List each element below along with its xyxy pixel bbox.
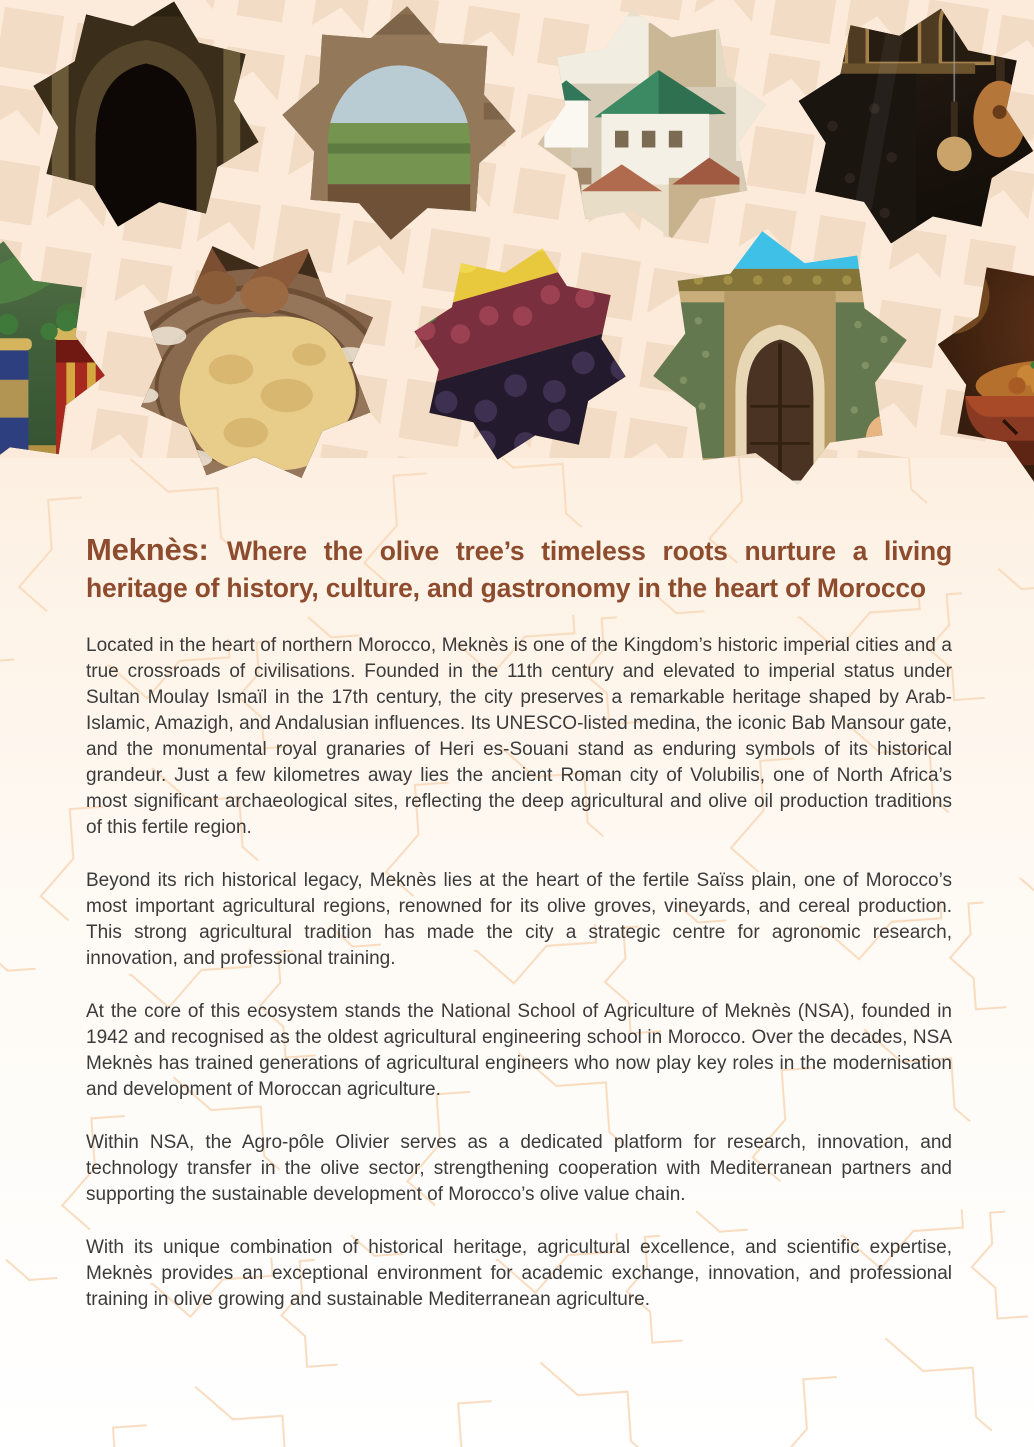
body-copy <box>86 633 952 1313</box>
title-city-name: Meknès: <box>86 532 209 567</box>
article <box>86 531 952 1340</box>
agriculture-paragraph: Beyond its rich historical legacy, Meknès lies at the heart of the fertile Saïss plain, one of Morocco’s most important agricultural regions, renowned for its olive groves, vineyards, and cereal production. This strong agricultural tradition has made the city a strategic centre for agronomic research, innovation, and professional training. <box>86 869 952 969</box>
title-subtitle: Where the olive tree’s timeless roots nurture a living heritage of history, culture, and gastronomy in the heart of Morocco <box>86 536 952 604</box>
intro-paragraph: Located in the heart of northern Morocco, Meknès is one of the Kingdom’s historic imperial cities and a true crossroads of civilisations. Founded in the 11th century and elevated to imperial status under Sultan Moulay Ismaïl in the 17th century, the city preserves a remarkable heritage shaped by Arab-Islamic, Amazigh, and Andalusian influences. Its UNESCO-listed medina, the iconic Bab Mansour gate, and the monumental royal granaries of Heri es-Souani stand as enduring symbols of its historical grandeur. Just a few kilometres away lies the ancient Roman city of Volubilis, one of North Africa’s most significant archaeological sites, reflecting the deep agricultural and olive oil production traditions of this fertile region. <box>86 634 952 838</box>
page-title <box>86 531 952 606</box>
agropole-paragraph: Within NSA, the Agro-pôle Olivier serves as a dedicated platform for research, innovation, and technology transfer in the olive sector, strengthening cooperation with Mediterranean partners and supporting the sustainable development of Morocco’s olive value chain. <box>86 1131 952 1205</box>
conclusion-paragraph: With its unique combination of historical heritage, agricultural excellence, and scientific expertise, Meknès provides an exceptional environment for academic exchange, innovation, and professional training in olive growing and sustainable Mediterranean agriculture. <box>86 1236 952 1310</box>
nsa-paragraph: At the core of this ecosystem stands the National School of Agriculture of Meknès (NSA), founded in 1942 and recognised as the oldest agricultural engineering school in Morocco. Over the decades, NSA Meknès has trained generations of agricultural engineers who now play key roles in the modernisation and development of Moroccan agriculture. <box>86 1000 952 1100</box>
